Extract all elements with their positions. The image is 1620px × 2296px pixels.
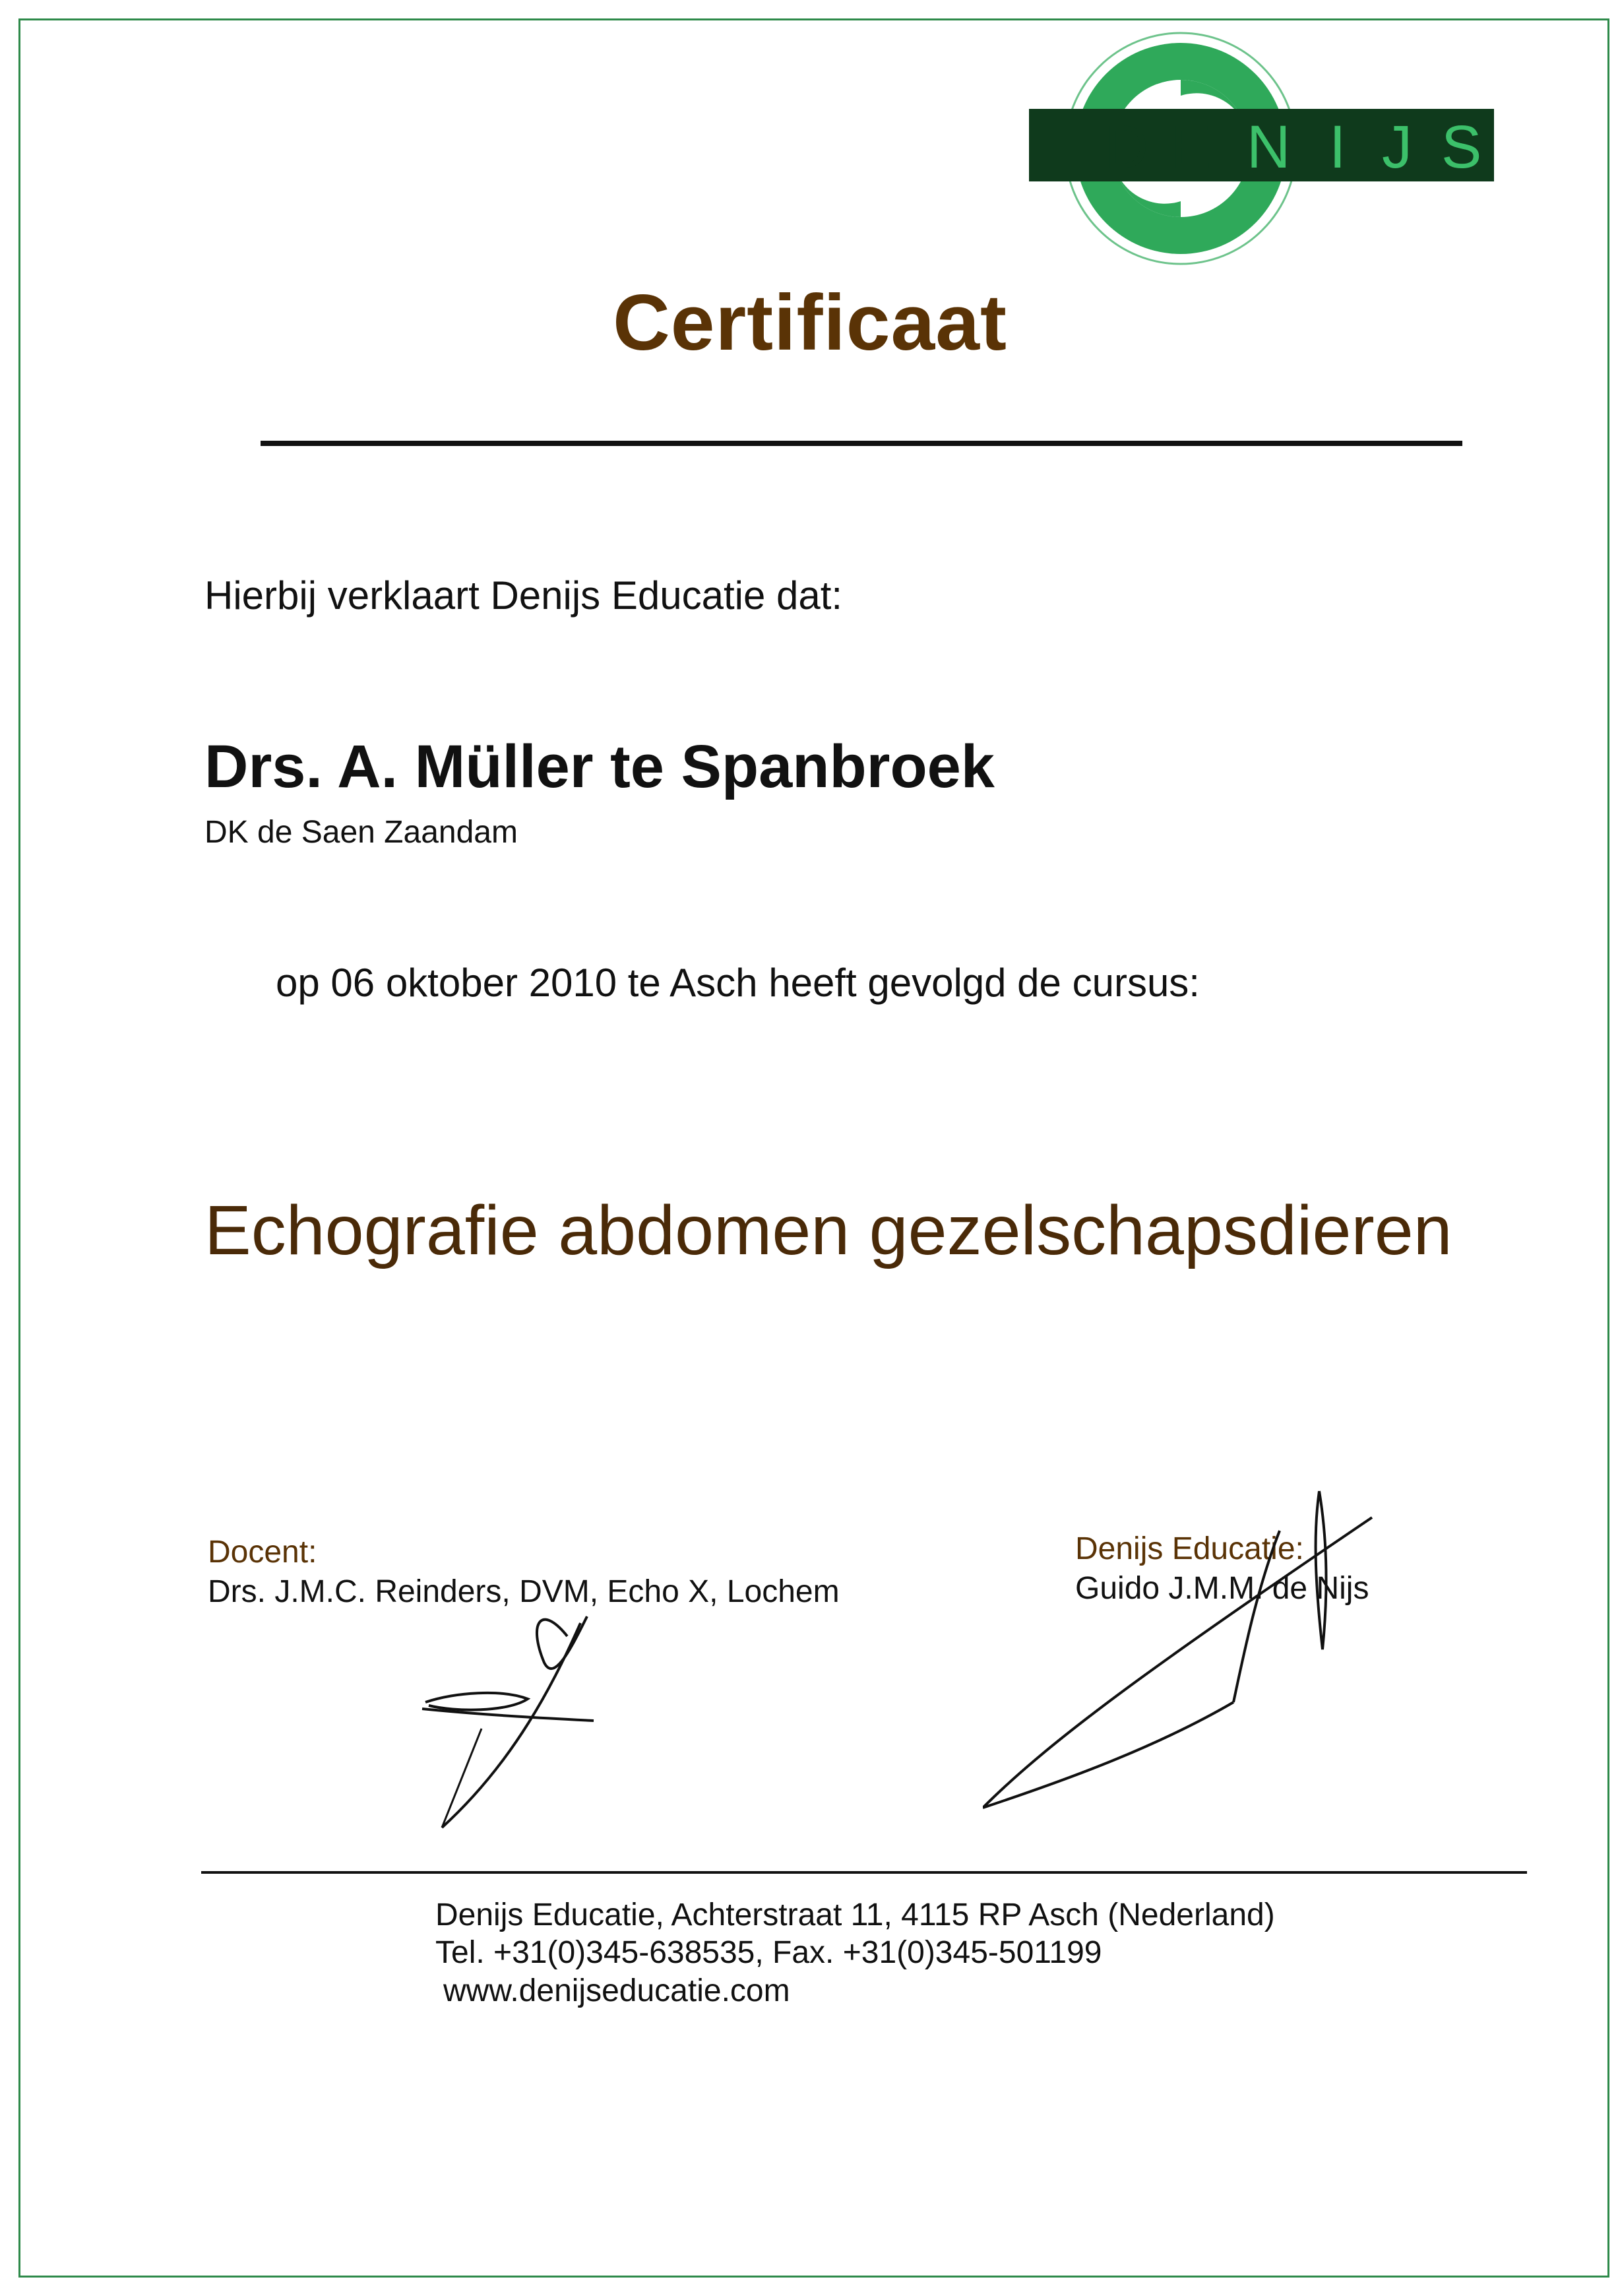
logo-letter-e: E [1171, 113, 1212, 181]
denijs-logo [1029, 26, 1504, 271]
footer-divider [201, 1871, 1527, 1874]
logo-letter-n: N [1247, 113, 1291, 181]
recipient-name: Drs. A. Müller te Spanbroek [204, 733, 995, 800]
course-date-line: op 06 oktober 2010 te Asch heeft gevolgd de cursus: [276, 961, 1200, 1005]
footer-phone-fax: Tel. +31(0)345-638535, Fax. +31(0)345-501199 [435, 1935, 1102, 1970]
footer-address: Denijs Educatie, Achterstraat 11, 4115 RP Asch (Nederland) [435, 1897, 1275, 1932]
course-title: Echografie abdomen gezelschapsdieren [204, 1192, 1452, 1269]
teacher-label: Docent: [208, 1535, 317, 1570]
title-divider [261, 441, 1462, 446]
logo-letter-s: S [1441, 113, 1482, 181]
organization-signer-name: Guido J.M.M. de Nijs [1075, 1571, 1369, 1606]
organization-signature [983, 1484, 1392, 1828]
logo-letter-i: I [1329, 113, 1346, 181]
teacher-signature [396, 1597, 633, 1847]
teacher-name: Drs. J.M.C. Reinders, DVM, Echo X, Lochem [208, 1574, 840, 1609]
intro-text: Hierbij verklaart Denijs Educatie dat: [204, 573, 843, 618]
certificate-title: Certificaat [613, 278, 1007, 367]
organization-signer-label: Denijs Educatie: [1075, 1531, 1304, 1566]
logo-letter-j: J [1382, 113, 1412, 181]
logo-letter-d: D [1105, 113, 1149, 181]
recipient-organization: DK de Saen Zaandam [204, 815, 518, 850]
footer-website: www.denijseducatie.com [443, 1973, 790, 2008]
